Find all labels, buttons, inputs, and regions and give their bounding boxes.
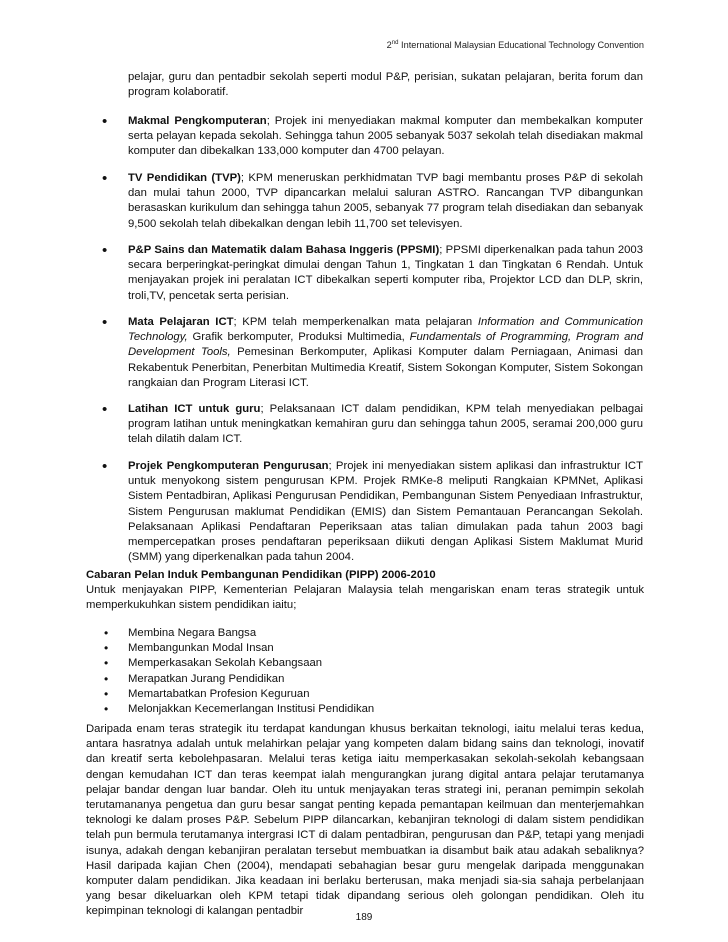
- bullet-title: P&P Sains dan Matematik dalam Bahasa Inggeris (PPSMI): [128, 244, 440, 256]
- bullet-text: ; Projek ini menyediakan makmal komputer dan membekalkan komputer serta pelayan kepada sekolah. Sehingga tahun 2005 sebanyak 5037 sekolah telah disediakan makmal komputer dan dibekalkan 133,000 komputer dan 4700 pelayan.: [128, 115, 643, 158]
- list-item-label: Merapatkan Jurang Pendidikan: [128, 672, 285, 685]
- bullet-item-mata-pelajaran: [128, 315, 643, 391]
- bullet-icon: •: [104, 626, 109, 640]
- header-title: International Malaysian Educational Technology Convention: [401, 40, 644, 50]
- list-item: [100, 656, 550, 671]
- section-heading: Cabaran Pelan Induk Pembangunan Pendidikan (PIPP) 2006-2010: [86, 569, 436, 581]
- bullet-text: ; KPM meneruskan perkhidmatan TVP bagi membantu proses P&P di sekolah dan mulai tahun 2000, TVP dipancarkan melalui saluran ASTRO. Rancangan TVP dibangunkan berasaskan kurikulum dan sehingga tahun 2005, sebanyak 77 program telah disediakan dan sebanyak 9,500 sekolah telah dibekalkan dengan lebih 11,700 set televisyen.: [128, 172, 643, 230]
- bullet-icon: •: [102, 170, 108, 187]
- running-header: [387, 40, 644, 50]
- bullet-title: Projek Pengkomputeran Pengurusan: [128, 460, 329, 472]
- section-intro: Untuk menjayakan PIPP, Kementerian Pelajaran Malaysia telah mengariskan enam teras strategik untuk memperkukuhkan sistem pendidikan iaitu;: [86, 584, 644, 612]
- bullet-item-ppsmi: [128, 243, 643, 304]
- list-item: [100, 626, 550, 641]
- bullet-icon: •: [104, 701, 109, 716]
- bullet-italic: Fundamentals of Programming, Program and Development Tools,: [128, 331, 643, 359]
- bullet-text: ; KPM telah memperkenalkan mata pelajaran: [233, 316, 478, 328]
- continuation-paragraph: pelajar, guru dan pentadbir sekolah seperti modul P&P, perisian, sukatan pelajaran, berita forum dan program kolaboratif.: [128, 71, 643, 99]
- bullet-icon: •: [104, 671, 109, 686]
- strategic-list: [100, 626, 550, 717]
- list-item-label: Melonjakkan Kecemerlangan Institusi Pendidikan: [128, 702, 375, 715]
- list-item-label: Membina Negara Bangsa: [128, 627, 257, 639]
- list-item: [100, 641, 550, 656]
- bullet-italic: Information and Communication Technology,: [128, 316, 643, 344]
- bullet-item-tvp: [128, 171, 643, 232]
- bullet-icon: •: [104, 656, 109, 671]
- bullet-text: ; PPSMI diperkenalkan pada tahun 2003 secara berperingkat-peringkat dimulai dengan Tahun 1, Tingkatan 1 dan Tingkatan 6 Rendah. Untuk menjayakan projek ini peralatan ICT dibekalkan seperti komputer riba, Projektor LCD dan DLP, skrin, troli,TV, pencetak serta perisian.: [128, 244, 643, 302]
- bullet-title: TV Pendidikan (TVP): [128, 172, 241, 184]
- page-number: 189: [355, 912, 373, 923]
- list-item-label: Memperkasakan Sekolah Kebangsaan: [128, 657, 323, 670]
- bullet-item-latihan: [128, 402, 643, 448]
- bullet-title: Latihan ICT untuk guru: [128, 403, 261, 415]
- list-item-label: Memartabatkan Profesion Keguruan: [128, 687, 310, 700]
- bullet-icon: •: [102, 113, 108, 130]
- list-item: [100, 672, 550, 687]
- bullet-icon: •: [104, 686, 109, 701]
- bullet-icon: •: [104, 641, 109, 656]
- header-ordinal: 2: [386, 40, 392, 50]
- bullet-title: Makmal Pengkomputeran: [128, 115, 267, 127]
- header-ordinal-suffix: nd: [391, 39, 399, 46]
- bullet-title: Mata Pelajaran ICT: [128, 316, 234, 328]
- bullet-text: ; Projek ini menyediakan sistem aplikasi dan infrastruktur ICT untuk menyokong sistem pengurusan KPM. Projek RMKe-8 meliputi Rangkaian KPMNet, Aplikasi Sistem Pentadbiran, Aplikasi Pengurusan Pendidikan, Pembangunan Sistem Penyediaan Infrastruktur, Sistem Pengurusan maklumat Pendidikan (EMIS) dan Sistem Pemantauan Perancangan Sekolah. Pelaksanaan Aplikasi Pendaftaran Peperiksaan atas talian dimulakan pada tahun 2003 bagi mempercepatkan proses pendaftaran peperiksaan diikuti dengan Aplikasi Sistem Maklumat Murid (SMM) yang diperkenalkan pada tahun 2004.: [128, 460, 643, 564]
- bullet-icon: •: [102, 401, 108, 418]
- bullet-text: Pemesinan Berkomputer, Aplikasi Komputer dalam Perniagaan, Animasi dan Rekabentuk Penerbitan, Penerbitan Multimedia Kreatif, Sistem Sokongan Komputer, Sistem Sokongan rangkaian dan Program Literasi ICT.: [128, 346, 643, 389]
- bullet-icon: •: [102, 314, 108, 331]
- closing-paragraph: Daripada enam teras strategik itu terdapat kandungan khusus berkaitan teknologi, iaitu melalui teras kedua, antara hasratnya adalah untuk melahirkan pelajar yang kompeten dalam bidang sains dan teknologi, inovatif dan kreatif serta kebolehpasaran. Melalui teras ketiga iaitu memperkasakan sekolah-sekolah kebangsaan dengan kemudahan ICT dan teras keempat ialah mengurangkan jurang digital antara pelajar terutamanya pelajar bandar dengan luar bandar. Oleh itu untuk menjayakan teras strategi ini, peranan pemimpin sekolah terutamananya pengetua dan guru besar sangat penting kepada pemantapan keilmuan dan menterjemahkan teknologi ke dalam proses P&P. Sebelum PIPP dilancarkan, kebanjiran teknologi di dalam sistem pendidikan telah pun bermula terutamanya intergrasi ICT di dalam pentadbiran, pengurusan dan P&P, tetapi yang menjadi isunya, adakah dengan kebanjiran peralatan tersebut membuatkan ia disambut baik atau adakah sebaliknya? Hasil daripada kajian Chen (2004), mendapati sebahagian besar guru mengelak daripada menggunakan komputer dalam pendidikan. Jika keadaan ini berlaku berterusan, maka menjadi sia-sia sahaja perbelanjaan yang besar dikeluarkan oleh KPM tetapi tidak dipandang serious oleh golongan pendidikan. Oleh itu kepimpinan teknologi di kalangan pentadbir: [86, 723, 644, 918]
- list-item: [100, 687, 550, 702]
- bullet-icon: •: [102, 242, 108, 259]
- bullet-item-makmal: [128, 114, 643, 160]
- bullet-item-pengurusan: [128, 459, 643, 565]
- bullet-icon: •: [102, 458, 108, 475]
- bullet-text: ; Pelaksanaan ICT dalam pendidikan, KPM telah menyediakan pelbagai program latihan untuk meningkatkan kemahiran guru dan sehingga tahun 2005, seramai 200,000 guru telah dilatih dalam ICT.: [128, 403, 643, 446]
- list-item: [100, 702, 550, 717]
- list-item-label: Membangunkan Modal Insan: [128, 642, 274, 655]
- bullet-text: Grafik berkomputer, Produksi Multimedia,: [187, 331, 410, 344]
